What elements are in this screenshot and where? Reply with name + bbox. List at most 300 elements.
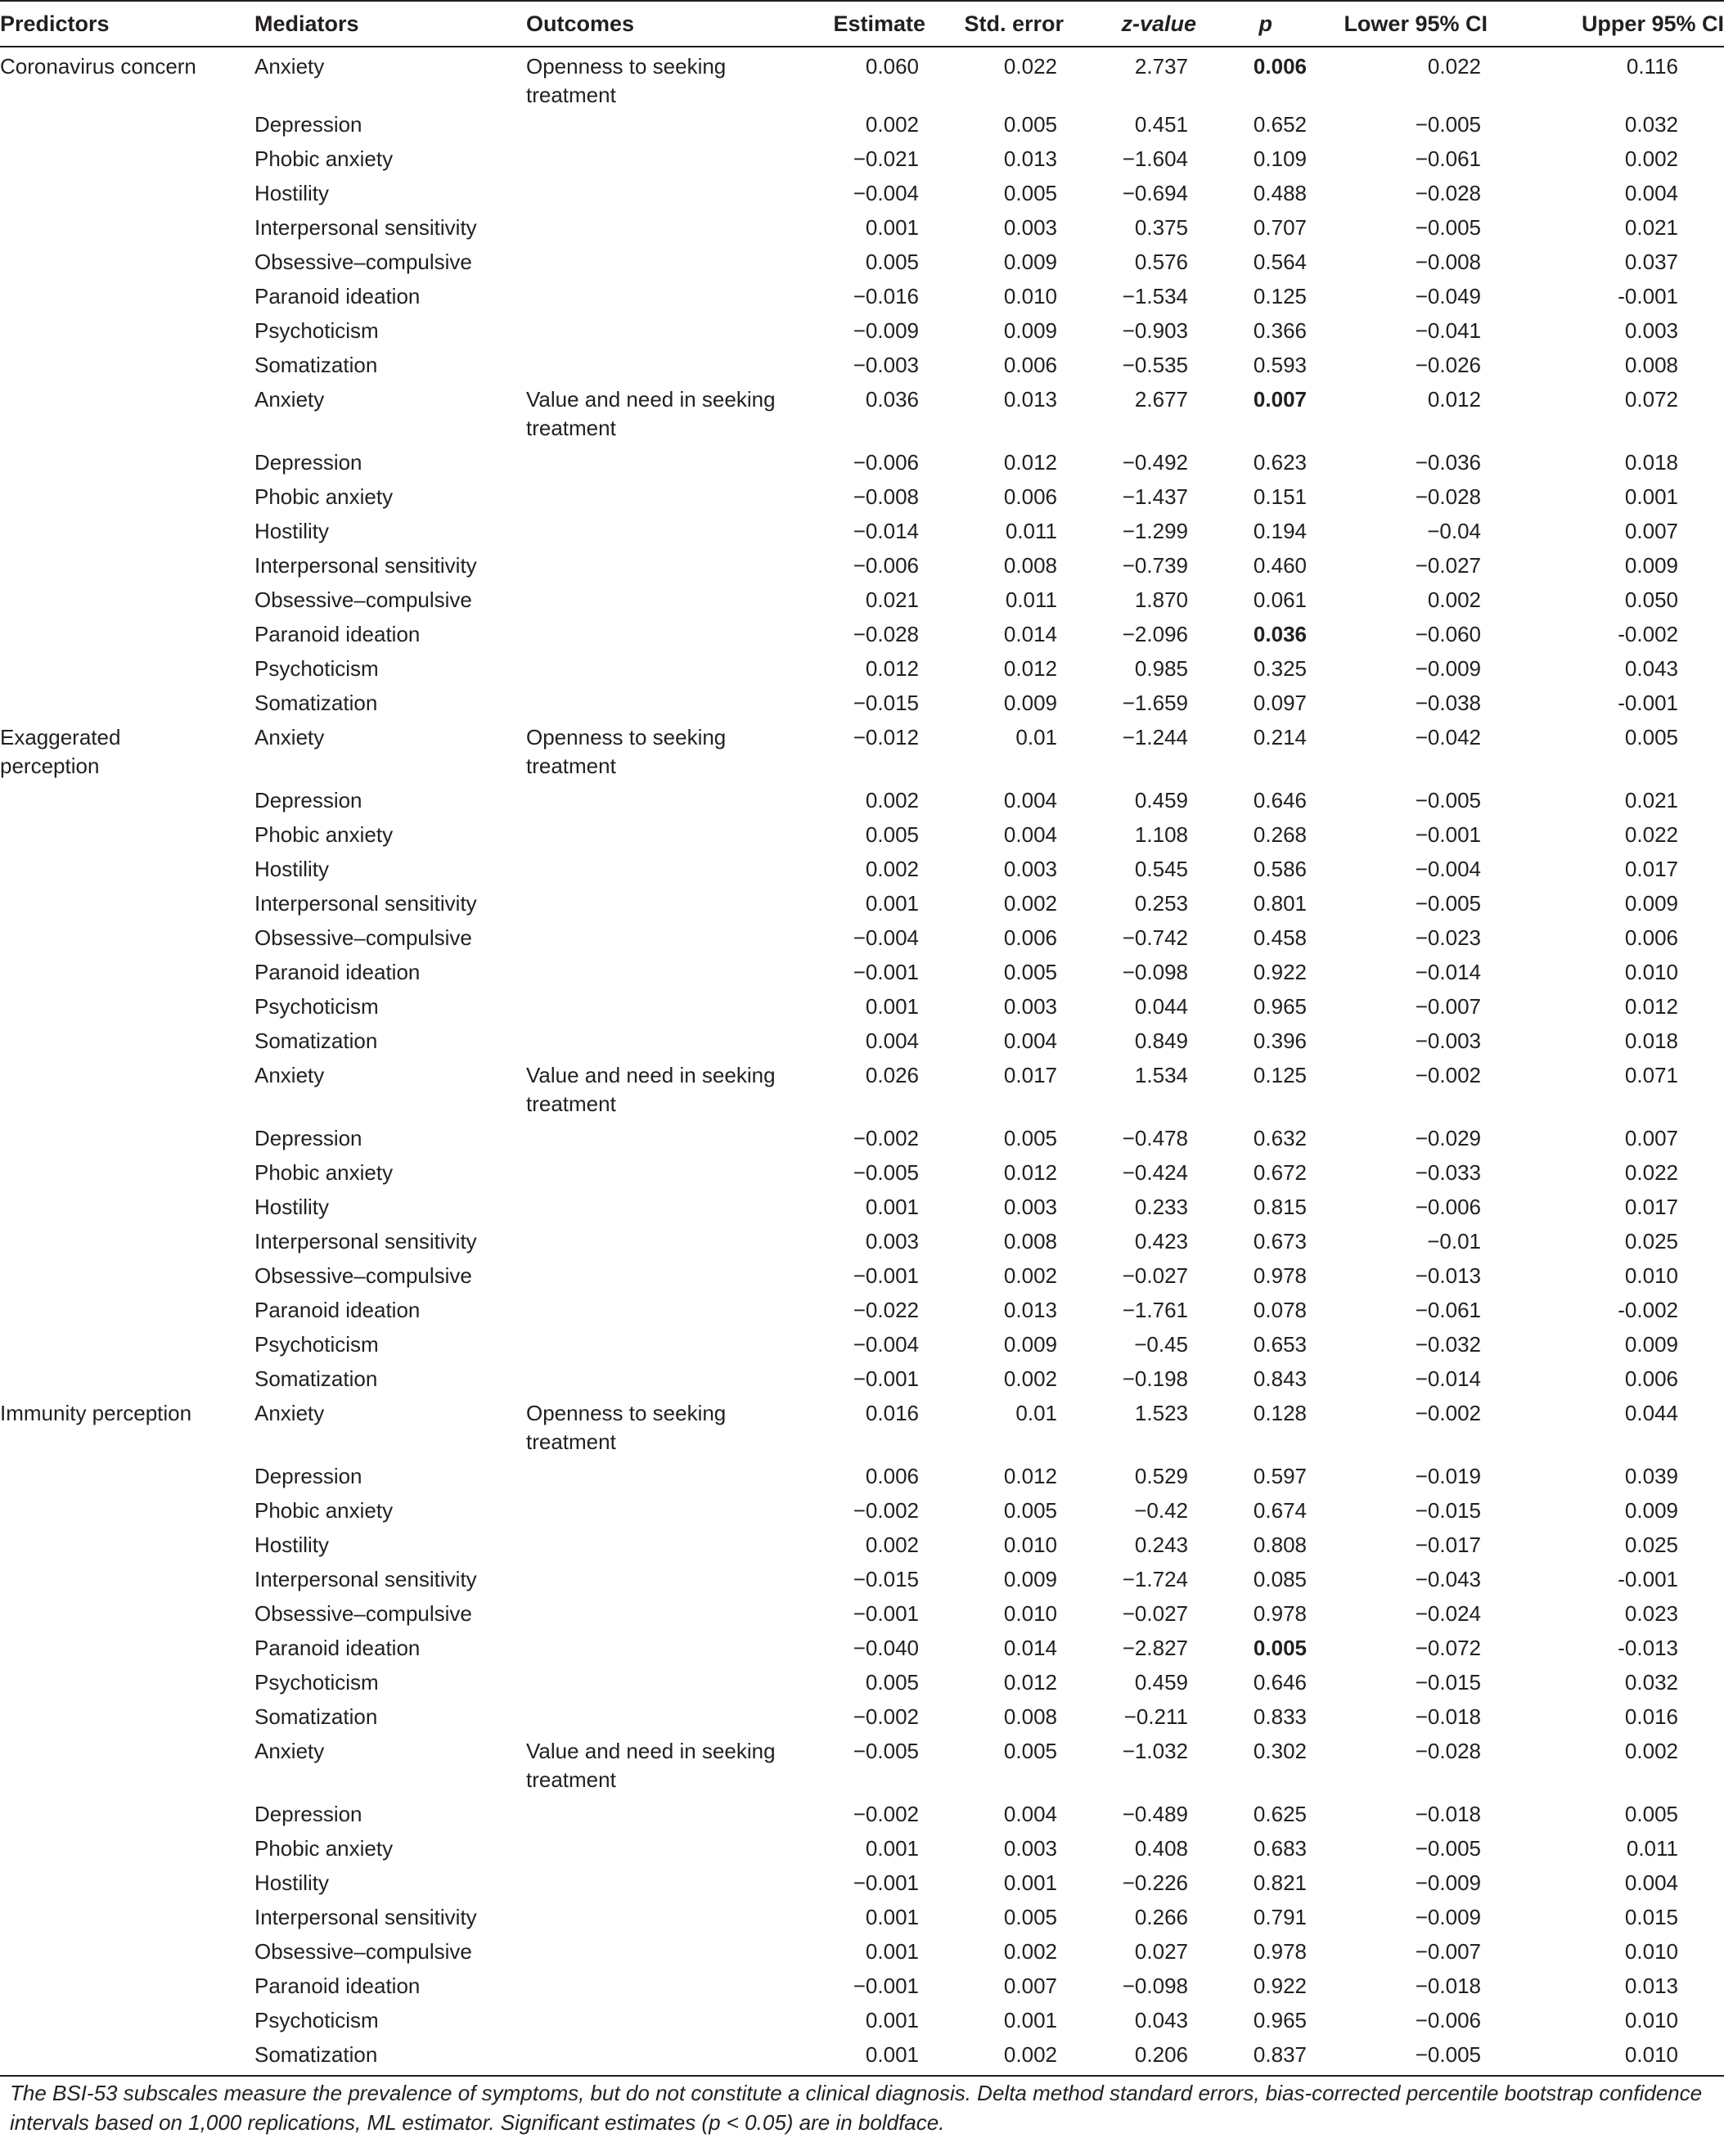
cell-z-value: −1.724 [1122,1567,1188,1591]
cell-outcome: Value and need in seeking treatment [526,1063,776,1116]
header-std-error: Std. error [943,1,1082,47]
table-row [0,47,1724,110]
cell-std-error: 0.001 [1003,1870,1057,1895]
cell-std-error: 0.004 [1003,788,1057,812]
cell-p-value: 0.673 [1253,1229,1307,1254]
cell-std-error: 0.008 [1003,1229,1057,1254]
cell-predictor [0,248,254,282]
cell-mediator: Somatization [254,691,378,715]
table-row [0,248,1724,282]
table-row [0,855,1724,889]
cell-predictor [0,448,254,483]
cell-estimate: −0.022 [853,1298,919,1322]
cell-estimate: 0.036 [865,387,919,412]
cell-outcome [526,1938,826,1972]
cell-mediator: Somatization [254,1704,378,1729]
cell-outcome [526,1227,826,1262]
cell-std-error: 0.002 [1003,891,1057,916]
cell-z-value: 0.253 [1134,891,1188,916]
cell-p-value: 0.125 [1253,284,1307,308]
table-row [0,1159,1724,1193]
cell-predictor [0,1800,254,1834]
cell-p-value: 0.674 [1253,1498,1307,1523]
cell-mediator: Anxiety [254,54,325,79]
cell-p-value: 0.007 [1253,387,1307,412]
cell-lower-ci: −0.009 [1415,1905,1481,1929]
cell-predictor [0,821,254,855]
cell-std-error: 0.012 [1003,1464,1057,1488]
cell-std-error: 0.013 [1003,387,1057,412]
cell-outcome [526,1531,826,1565]
cell-z-value: −0.027 [1122,1263,1188,1288]
cell-std-error: 0.012 [1003,450,1057,475]
cell-p-value: 0.833 [1253,1704,1307,1729]
cell-upper-ci: 0.006 [1624,1366,1678,1391]
cell-mediator: Paranoid ideation [254,622,421,646]
cell-upper-ci: 0.032 [1624,1670,1678,1695]
cell-z-value: 0.529 [1134,1464,1188,1488]
cell-mediator: Paranoid ideation [254,1298,421,1322]
cell-p-value: 0.683 [1253,1836,1307,1861]
table-row [0,1565,1724,1600]
cell-outcome [526,551,826,586]
cell-upper-ci: 0.071 [1624,1063,1678,1087]
cell-lower-ci: −0.002 [1415,1063,1481,1087]
cell-z-value: 2.677 [1134,387,1188,412]
cell-mediator: Psychoticism [254,1670,379,1695]
table-row [0,586,1724,620]
cell-predictor [0,551,254,586]
cell-predictor [0,1124,254,1159]
cell-predictor [0,145,254,179]
cell-lower-ci: −0.024 [1415,1601,1481,1626]
cell-predictor [0,689,254,723]
cell-lower-ci: −0.007 [1415,1939,1481,1964]
cell-p-value: 0.922 [1253,1974,1307,1998]
cell-p-value: 0.978 [1253,1939,1307,1964]
cell-lower-ci: −0.072 [1415,1636,1481,1660]
cell-estimate: 0.026 [865,1063,919,1087]
cell-z-value: 0.044 [1134,994,1188,1019]
table-row [0,1938,1724,1972]
cell-outcome [526,1462,826,1497]
cell-p-value: 0.597 [1253,1464,1307,1488]
cell-predictor [0,1737,254,1800]
cell-mediator: Paranoid ideation [254,284,421,308]
cell-lower-ci: −0.014 [1415,1366,1481,1391]
cell-p-value: 0.005 [1253,1636,1307,1660]
cell-mediator: Interpersonal sensitivity [254,1229,477,1254]
table-row [0,1399,1724,1462]
cell-lower-ci: −0.061 [1415,146,1481,171]
cell-p-value: 0.268 [1253,822,1307,847]
cell-lower-ci: −0.026 [1415,353,1481,377]
cell-z-value: −0.492 [1122,450,1188,475]
cell-mediator: Hostility [254,857,330,881]
cell-z-value: −0.694 [1122,181,1188,205]
cell-z-value: −0.739 [1122,553,1188,578]
cell-z-value: 1.870 [1134,587,1188,612]
cell-outcome [526,448,826,483]
cell-lower-ci: −0.041 [1415,318,1481,343]
cell-estimate: 0.005 [865,822,919,847]
cell-outcome [526,282,826,317]
cell-std-error: 0.005 [1003,1739,1057,1763]
cell-estimate: −0.001 [853,960,919,984]
cell-lower-ci: −0.009 [1415,1870,1481,1895]
cell-mediator: Hostility [254,1195,330,1219]
cell-upper-ci: 0.044 [1624,1401,1678,1425]
table-row [0,1531,1724,1565]
cell-upper-ci: 0.002 [1624,1739,1678,1763]
cell-mediator: Depression [254,1464,362,1488]
cell-z-value: −0.903 [1122,318,1188,343]
cell-z-value: 0.206 [1134,2042,1188,2067]
cell-z-value: −2.096 [1122,622,1188,646]
cell-p-value: 0.922 [1253,960,1307,984]
table-row [0,179,1724,214]
cell-p-value: 0.965 [1253,2008,1307,2032]
cell-predictor [0,1227,254,1262]
cell-std-error: 0.004 [1003,1028,1057,1053]
table-row [0,1800,1724,1834]
cell-outcome [526,2041,826,2075]
cell-std-error: 0.006 [1003,484,1057,509]
table-row [0,517,1724,551]
cell-estimate: −0.004 [853,181,919,205]
cell-predictor [0,586,254,620]
table-row [0,1193,1724,1227]
cell-outcome [526,214,826,248]
table-row [0,1869,1724,1903]
cell-estimate: 0.001 [865,1939,919,1964]
cell-predictor [0,1600,254,1634]
table-row [0,958,1724,992]
cell-std-error: 0.005 [1003,1905,1057,1929]
table-row [0,1227,1724,1262]
cell-p-value: 0.488 [1253,181,1307,205]
cell-upper-ci: 0.010 [1624,1939,1678,1964]
cell-lower-ci: −0.023 [1415,925,1481,950]
table-row [0,351,1724,385]
cell-upper-ci: 0.010 [1624,2042,1678,2067]
table-row [0,385,1724,448]
table-row [0,1972,1724,2006]
cell-lower-ci: −0.013 [1415,1263,1481,1288]
cell-outcome [526,586,826,620]
table-row [0,317,1724,351]
table-row [0,821,1724,855]
cell-p-value: 0.085 [1253,1567,1307,1591]
cell-predictor [0,1668,254,1703]
cell-std-error: 0.003 [1003,1836,1057,1861]
cell-predictor [0,1330,254,1365]
cell-p-value: 0.965 [1253,994,1307,1019]
cell-upper-ci: 0.022 [1624,822,1678,847]
cell-std-error: 0.005 [1003,181,1057,205]
cell-estimate: −0.002 [853,1802,919,1826]
cell-estimate: 0.001 [865,891,919,916]
cell-p-value: 0.653 [1253,1332,1307,1357]
cell-upper-ci: 0.002 [1624,146,1678,171]
cell-estimate: −0.021 [853,146,919,171]
cell-std-error: 0.004 [1003,1802,1057,1826]
cell-upper-ci: 0.009 [1624,1332,1678,1357]
cell-p-value: 0.325 [1253,656,1307,681]
cell-outcome [526,1634,826,1668]
cell-lower-ci: −0.009 [1415,656,1481,681]
cell-mediator: Psychoticism [254,994,379,1019]
cell-predictor [0,958,254,992]
cell-lower-ci: −0.018 [1415,1974,1481,1998]
cell-upper-ci: -0.002 [1618,1298,1678,1322]
cell-outcome [526,248,826,282]
cell-p-value: 0.078 [1253,1298,1307,1322]
cell-upper-ci: 0.025 [1624,1229,1678,1254]
table-row [0,110,1724,145]
cell-estimate: −0.004 [853,1332,919,1357]
cell-predictor [0,282,254,317]
cell-p-value: 0.194 [1253,519,1307,543]
cell-outcome [526,1296,826,1330]
cell-lower-ci: 0.022 [1427,54,1481,79]
cell-p-value: 0.214 [1253,725,1307,749]
header-mediators: Mediators [254,1,526,47]
cell-mediator: Phobic anxiety [254,1836,394,1861]
cell-mediator: Obsessive–compulsive [254,925,472,950]
cell-upper-ci: 0.039 [1624,1464,1678,1488]
cell-estimate: −0.001 [853,1870,919,1895]
table-row [0,2041,1724,2075]
header-p-text: p [1258,11,1272,36]
cell-estimate: −0.005 [853,1160,919,1185]
cell-std-error: 0.013 [1003,1298,1057,1322]
cell-upper-ci: -0.001 [1618,284,1678,308]
table-row [0,655,1724,689]
cell-predictor [0,620,254,655]
cell-std-error: 0.010 [1003,1533,1057,1557]
table-row [0,1497,1724,1531]
cell-predictor [0,1497,254,1531]
cell-mediator: Anxiety [254,725,325,749]
cell-lower-ci: −0.005 [1415,891,1481,916]
cell-std-error: 0.002 [1003,1366,1057,1391]
cell-upper-ci: 0.022 [1624,1160,1678,1185]
cell-estimate: 0.002 [865,112,919,137]
cell-estimate: 0.021 [865,587,919,612]
table-row [0,483,1724,517]
cell-lower-ci: −0.032 [1415,1332,1481,1357]
cell-upper-ci: 0.021 [1624,215,1678,240]
table-row [0,1903,1724,1938]
cell-estimate: 0.003 [865,1229,919,1254]
cell-std-error: 0.003 [1003,1195,1057,1219]
cell-predictor [0,1634,254,1668]
cell-upper-ci: 0.037 [1624,250,1678,274]
cell-predictor [0,1938,254,1972]
cell-upper-ci: 0.050 [1624,587,1678,612]
cell-p-value: 0.564 [1253,250,1307,274]
cell-std-error: 0.01 [1015,1401,1057,1425]
cell-outcome [526,655,826,689]
cell-z-value: 1.534 [1134,1063,1188,1087]
cell-upper-ci: 0.021 [1624,788,1678,812]
cell-p-value: 0.036 [1253,622,1307,646]
cell-std-error: 0.014 [1003,1636,1057,1660]
cell-z-value: 0.423 [1134,1229,1188,1254]
cell-mediator: Interpersonal sensitivity [254,1567,477,1591]
cell-estimate: −0.016 [853,284,919,308]
cell-mediator: Depression [254,788,362,812]
cell-upper-ci: 0.005 [1624,725,1678,749]
cell-z-value: −1.032 [1122,1739,1188,1763]
cell-std-error: 0.014 [1003,622,1057,646]
table-row [0,924,1724,958]
cell-predictor [0,385,254,448]
cell-lower-ci: −0.005 [1415,112,1481,137]
cell-estimate: −0.002 [853,1126,919,1150]
table-row [0,1262,1724,1296]
cell-predictor [0,351,254,385]
table-row [0,1834,1724,1869]
cell-z-value: 1.523 [1134,1401,1188,1425]
cell-std-error: 0.009 [1003,250,1057,274]
table-header-row [0,1,1724,47]
cell-upper-ci: 0.005 [1624,1802,1678,1826]
cell-p-value: 0.593 [1253,353,1307,377]
cell-outcome [526,1027,826,1061]
cell-p-value: 0.109 [1253,146,1307,171]
cell-estimate: −0.014 [853,519,919,543]
cell-upper-ci: 0.072 [1624,387,1678,412]
table-row [0,723,1724,786]
cell-p-value: 0.801 [1253,891,1307,916]
cell-outcome [526,924,826,958]
cell-z-value: −0.42 [1134,1498,1188,1523]
cell-outcome [526,1600,826,1634]
cell-std-error: 0.002 [1003,1263,1057,1288]
table-row [0,1027,1724,1061]
cell-upper-ci: 0.003 [1624,318,1678,343]
cell-mediator: Obsessive–compulsive [254,587,472,612]
cell-upper-ci: -0.013 [1618,1636,1678,1660]
cell-outcome [526,1703,826,1737]
cell-lower-ci: −0.061 [1415,1298,1481,1322]
cell-upper-ci: 0.007 [1624,519,1678,543]
cell-p-value: 0.302 [1253,1739,1307,1763]
cell-std-error: 0.005 [1003,960,1057,984]
cell-upper-ci: 0.032 [1624,112,1678,137]
cell-mediator: Phobic anxiety [254,1498,394,1523]
cell-z-value: 0.451 [1134,112,1188,137]
cell-std-error: 0.011 [1005,519,1057,543]
cell-lower-ci: 0.012 [1427,387,1481,412]
cell-estimate: −0.006 [853,553,919,578]
cell-mediator: Obsessive–compulsive [254,1601,472,1626]
cell-z-value: −0.742 [1122,925,1188,950]
cell-lower-ci: −0.033 [1415,1160,1481,1185]
cell-z-value: 0.027 [1134,1939,1188,1964]
cell-z-value: −1.437 [1122,484,1188,509]
cell-z-value: 0.545 [1134,857,1188,881]
cell-lower-ci: −0.006 [1415,1195,1481,1219]
cell-upper-ci: 0.010 [1624,2008,1678,2032]
cell-p-value: 0.625 [1253,1802,1307,1826]
cell-outcome [526,992,826,1027]
cell-upper-ci: 0.012 [1624,994,1678,1019]
cell-estimate: −0.004 [853,925,919,950]
cell-predictor [0,1296,254,1330]
cell-mediator: Somatization [254,353,378,377]
cell-lower-ci: −0.015 [1415,1498,1481,1523]
cell-predictor [0,1869,254,1903]
cell-lower-ci: −0.028 [1415,484,1481,509]
cell-predictor [0,517,254,551]
cell-upper-ci: -0.002 [1618,622,1678,646]
cell-mediator: Interpersonal sensitivity [254,215,477,240]
cell-outcome [526,1869,826,1903]
cell-lower-ci: −0.006 [1415,2008,1481,2032]
cell-upper-ci: 0.116 [1626,54,1678,79]
cell-mediator: Obsessive–compulsive [254,250,472,274]
cell-mediator: Psychoticism [254,2008,379,2032]
header-lower-ci: Lower 95% CI [1330,1,1509,47]
table-row [0,1634,1724,1668]
cell-outcome [526,1668,826,1703]
cell-lower-ci: −0.028 [1415,181,1481,205]
cell-upper-ci: 0.009 [1624,553,1678,578]
cell-outcome: Value and need in seeking treatment [526,387,776,440]
cell-lower-ci: −0.038 [1415,691,1481,715]
cell-upper-ci: 0.011 [1626,1836,1678,1861]
cell-predictor [0,924,254,958]
cell-predictor [0,1027,254,1061]
cell-mediator: Depression [254,1126,362,1150]
cell-std-error: 0.008 [1003,553,1057,578]
cell-std-error: 0.008 [1003,1704,1057,1729]
cell-lower-ci: −0.027 [1415,553,1481,578]
cell-p-value: 0.843 [1253,1366,1307,1391]
cell-estimate: 0.001 [865,2042,919,2067]
cell-outcome [526,1834,826,1869]
cell-z-value: −0.027 [1122,1601,1188,1626]
header-z-value-text: z-value [1121,11,1196,36]
cell-p-value: 0.791 [1253,1905,1307,1929]
cell-lower-ci: −0.019 [1415,1464,1481,1488]
cell-predictor [0,1834,254,1869]
cell-std-error: 0.010 [1003,1601,1057,1626]
cell-predictor [0,1193,254,1227]
cell-p-value: 0.366 [1253,318,1307,343]
cell-z-value: 0.233 [1134,1195,1188,1219]
cell-outcome [526,317,826,351]
cell-lower-ci: −0.014 [1415,960,1481,984]
cell-mediator: Psychoticism [254,656,379,681]
header-z-value [1082,1,1213,47]
cell-estimate: −0.002 [853,1704,919,1729]
cell-z-value: 0.043 [1134,2008,1188,2032]
cell-upper-ci: 0.018 [1624,450,1678,475]
cell-z-value: −0.489 [1122,1802,1188,1826]
table-row [0,1668,1724,1703]
table-row [0,145,1724,179]
cell-predictor [0,214,254,248]
header-outcomes: Outcomes [526,1,826,47]
cell-lower-ci: −0.003 [1415,1028,1481,1053]
cell-std-error: 0.022 [1003,54,1057,79]
table-row [0,786,1724,821]
cell-upper-ci: 0.023 [1624,1601,1678,1626]
